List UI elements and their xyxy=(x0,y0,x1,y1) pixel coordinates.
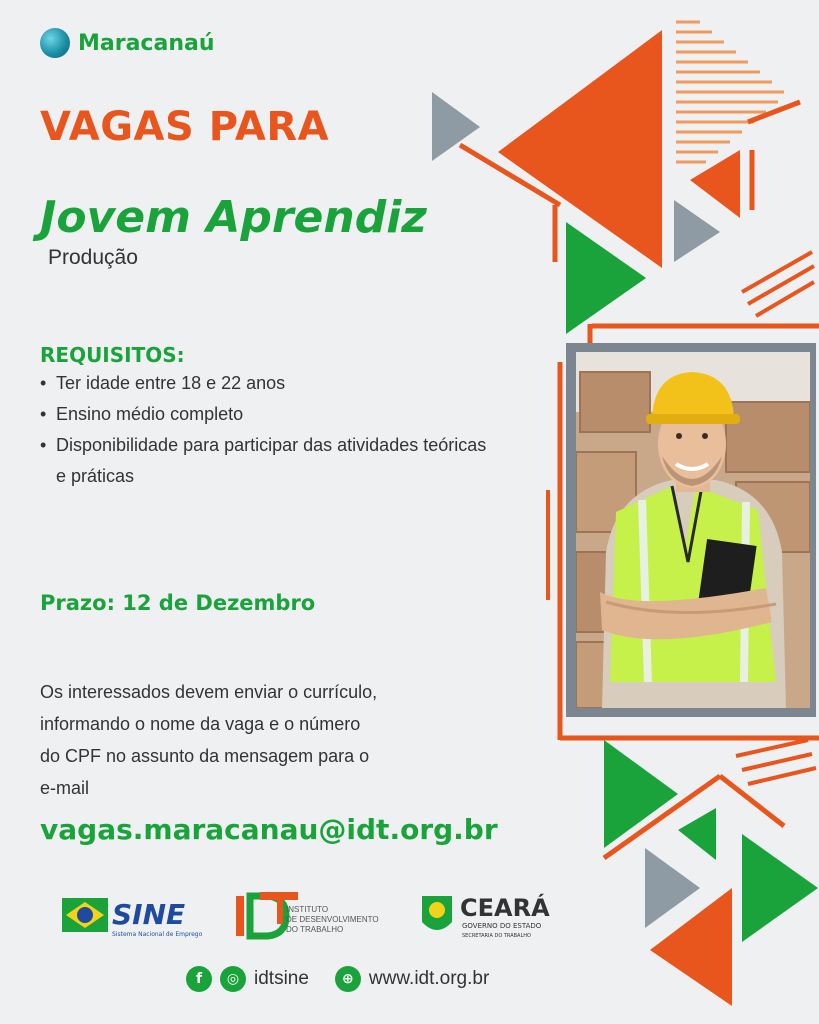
sine-logo-name: SINE xyxy=(112,898,186,931)
city-logo-icon xyxy=(40,28,70,58)
requirements-title: REQUISITOS: xyxy=(40,343,185,367)
orange-stripes-bottom xyxy=(736,740,816,784)
job-title: Jovem Aprendiz xyxy=(40,192,427,243)
idt-logo-line3: DO TRABALHO xyxy=(286,925,344,934)
sine-logo-subtitle: Sistema Nacional de Emprego xyxy=(112,931,203,938)
green-triangle-small xyxy=(678,808,716,860)
headline: VAGAS PARA xyxy=(40,104,330,150)
idt-logo-line1: INSTITUTO xyxy=(286,905,329,914)
sine-logo xyxy=(62,898,203,938)
ceara-logo-line1: GOVERNO DO ESTADO xyxy=(462,922,542,930)
idt-logo-line2: DE DESENVOLVIMENTO xyxy=(286,915,379,924)
gray-triangle-bottom xyxy=(645,848,700,928)
deadline: Prazo: 12 de Dezembro xyxy=(40,591,316,615)
orange-stripes-top xyxy=(676,22,784,162)
requirement-item: • Ter idade entre 18 e 22 anos xyxy=(40,368,500,399)
social-footer xyxy=(186,966,489,992)
requirement-item: • Ensino médio completo xyxy=(40,399,500,430)
ceara-logo-name: CEARÁ xyxy=(460,894,550,922)
website-link[interactable]: www.idt.org.br xyxy=(368,968,490,989)
globe-icon[interactable]: ⊕ xyxy=(335,966,361,992)
social-handle[interactable]: idtsine xyxy=(254,968,309,989)
green-triangle-right xyxy=(742,834,818,942)
job-area: Produção xyxy=(48,246,138,269)
requirement-item: • Disponibilidade para participar das atividades teóricas e práticas xyxy=(40,430,500,492)
requirements-list xyxy=(40,368,500,492)
application-instructions: Os interessados devem enviar o currículo, informando o nome da vaga e o número do CPF no assunto da mensagem para o e-mail xyxy=(40,682,378,798)
orange-stripes-right xyxy=(742,252,814,316)
ceara-logo xyxy=(422,893,550,939)
partner-logos xyxy=(60,884,620,948)
city-name: Maracanaú xyxy=(78,30,215,56)
instagram-icon[interactable]: ◎ xyxy=(220,966,246,992)
worker-photo xyxy=(576,352,810,708)
orange-triangle-small xyxy=(690,150,740,218)
gray-triangle-mid xyxy=(674,200,720,262)
facebook-icon[interactable]: f xyxy=(186,966,212,992)
idt-logo xyxy=(240,896,379,936)
ceara-logo-line2: SECRETARIA DO TRABALHO xyxy=(462,933,531,939)
contact-email[interactable]: vagas.maracanau@idt.org.br xyxy=(40,813,498,846)
city-header xyxy=(40,28,215,58)
